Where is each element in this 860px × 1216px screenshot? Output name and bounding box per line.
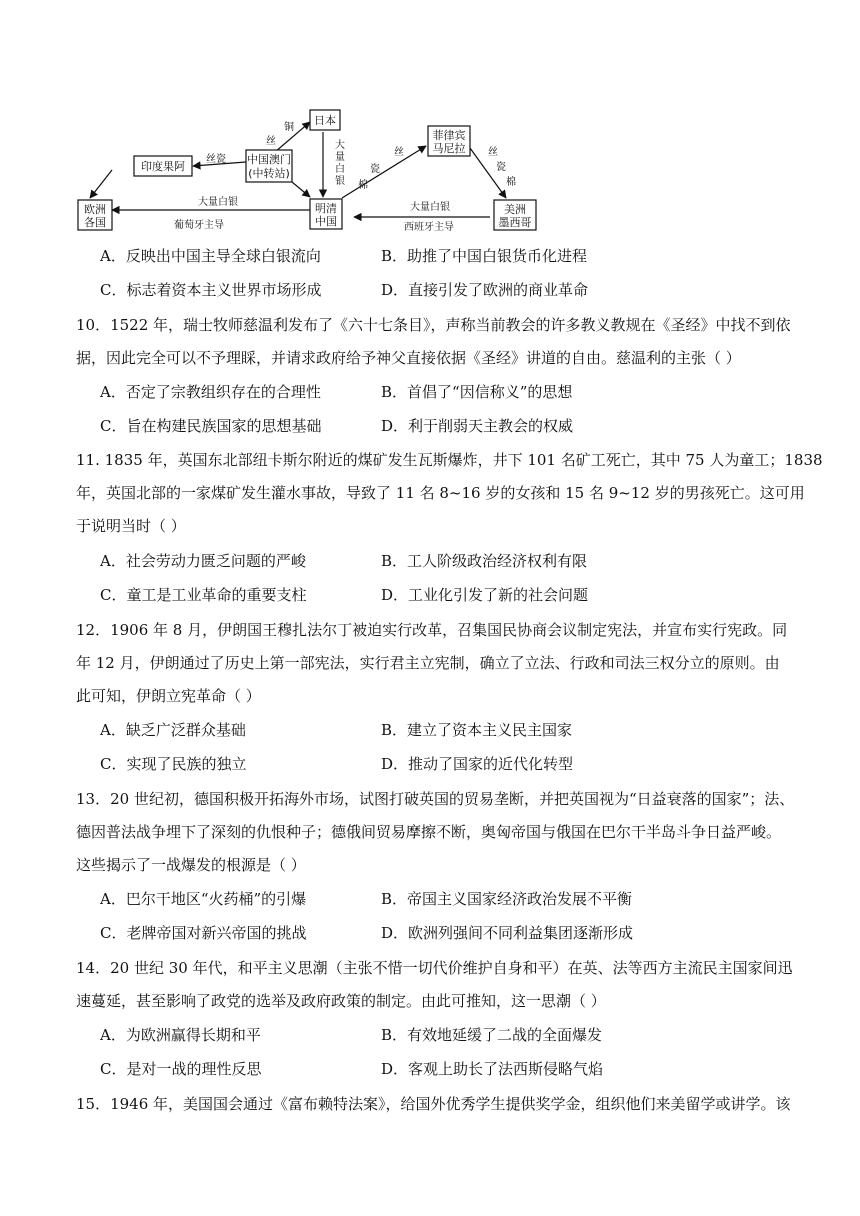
label-china-phil-silk: 丝: [394, 147, 404, 158]
q9-option-c[interactable]: C．标志着资本主义世界市场形成: [100, 281, 322, 299]
q12-option-b[interactable]: B．建立了资本主义民主国家: [381, 721, 573, 739]
q14-stem-line1: 14．20 世纪 30 年代，和平主义思潮（主张不惜一切代价维护自身和平）在英、法等西方主流民主国家间迅: [76, 959, 793, 977]
q11-stem-line2: 年，英国北部的一家煤矿发生灌水事故，导致了 11 名 8~16 岁的女孩和 15 名 9~12 岁的男孩死亡。这可用: [76, 484, 805, 502]
label-silk-porcelain-west: 丝瓷: [206, 154, 226, 165]
q14-option-d[interactable]: D．客观上助长了法西斯侵略气焰: [381, 1060, 604, 1078]
node-philippines: [428, 126, 470, 156]
q10-option-d[interactable]: D．利于削弱天主教会的权威: [381, 417, 574, 435]
q12-stem-line3: 此可知，伊朗立宪革命（ ）: [76, 687, 261, 705]
q10-option-a[interactable]: A．否定了宗教组织存在的合理性: [100, 383, 321, 401]
node-philippines-line1: 菲律宾: [432, 129, 466, 142]
node-macau: [246, 150, 292, 182]
label-silver-to-europe: 大量白银: [198, 197, 238, 208]
node-macau-line2: (中转站): [248, 167, 290, 180]
q13-stem-line1: 13．20 世纪初，德国积极开拓海外市场，试图打破英国的贸易垄断，并把英国视为“日益衰落的国家”；法、: [76, 790, 795, 808]
q10-option-b[interactable]: B．首倡了“因信称义”的思想: [381, 383, 573, 401]
q9-option-a[interactable]: A．反映出中国主导全球白银流向: [100, 247, 321, 265]
q11-stem-line1: 11. 1835 年，英国东北部纽卡斯尔附近的煤矿发生瓦斯爆炸，井下 101 名矿工死亡，其中 75 人为童工；1838: [76, 451, 823, 469]
node-europe-line1: 欧洲: [84, 203, 106, 216]
q10-stem-line1: 10．1522 年，瑞士牧师慈温利发布了《六十七条目》，声称当前教会的许多教义教规在《圣经》中找不到依: [76, 316, 791, 334]
q12-option-a[interactable]: A．缺乏广泛群众基础: [100, 721, 246, 739]
q13-option-a[interactable]: A．巴尔干地区“火药桶”的引爆: [100, 890, 307, 908]
node-mexico: [494, 200, 536, 230]
label-japan-silver-4: 银: [335, 176, 345, 187]
node-macau-line1: 中国澳门: [247, 153, 291, 166]
q9-option-d[interactable]: D．直接引发了欧洲的商业革命: [381, 281, 589, 299]
node-europe-line2: 各国: [84, 216, 106, 229]
node-japan: [310, 110, 340, 130]
node-ming-qing-china: [310, 199, 342, 229]
node-philippines-line2: 马尼拉: [432, 142, 466, 155]
label-japan-silver-1: 大: [335, 140, 345, 151]
label-japan-silver-2: 量: [335, 152, 345, 163]
q11-option-d[interactable]: D．工业化引发了新的社会问题: [381, 586, 589, 604]
q14-stem-line2: 速蔓延，甚至影响了政党的选举及政府政策的制定。由此可推知，这一思潮（ ）: [76, 992, 606, 1010]
node-china-line1: 明清: [315, 202, 337, 215]
label-copper: 铜: [284, 122, 294, 133]
node-china-line2: 中国: [315, 215, 337, 228]
q12-stem-line2: 年 12 月，伊朗通过了历史上第一部宪法，实行君主立宪制，确立了立法、行政和司法三权分立的原则。由: [76, 654, 780, 672]
node-europe: [78, 200, 112, 230]
arrow-india-to-europe: [90, 170, 112, 198]
label-japan-silver-3: 白: [335, 164, 345, 175]
label-spain-led: 西班牙主导: [404, 222, 454, 233]
q14-option-c[interactable]: C．是对一战的理性反思: [100, 1060, 262, 1078]
arrow-china-to-philippines: [342, 146, 426, 198]
q13-option-d[interactable]: D．欧洲列强间不同利益集团逐渐形成: [381, 924, 634, 942]
q11-option-c[interactable]: C．童工是工业革命的重要支柱: [100, 586, 307, 604]
q14-option-a[interactable]: A．为欧洲赢得长期和平: [100, 1026, 261, 1044]
label-silk-to-japan: 丝: [266, 136, 276, 147]
trade-route-diagram: [70, 100, 590, 240]
label-phil-mex-cotton: 棉: [506, 177, 516, 188]
q13-stem-line3: 这些揭示了一战爆发的根源是（ ）: [76, 856, 306, 874]
q15-stem-line1: 15．1946 年，美国国会通过《富布赖特法案》，给国外优秀学生提供奖学金，组织他们来美留学或讲学。该: [76, 1095, 791, 1113]
q12-stem-line1: 12．1906 年 8 月，伊朗国王穆扎法尔丁被迫实行改革，召集国民协商会议制定宪法，并宣布实行宪政。同: [76, 621, 788, 639]
label-silver-from-america: 大量白银: [410, 202, 450, 213]
q12-option-c[interactable]: C．实现了民族的独立: [100, 755, 247, 773]
arrow-macau-to-china: [292, 182, 310, 197]
label-china-phil-porcelain: 瓷: [370, 164, 380, 175]
label-phil-mex-porcelain: 瓷: [496, 162, 506, 173]
q12-option-d[interactable]: D．推动了国家的近代化转型: [381, 755, 574, 773]
q10-stem-line2: 据，因此完全可以不予理睬，并请求政府给予神父直接依据《圣经》讲道的自由。慈温利的主张（ ）: [76, 349, 741, 367]
q11-option-b[interactable]: B．工人阶级政治经济权利有限: [381, 552, 588, 570]
q11-stem-line3: 于说明当时（ ）: [76, 517, 186, 535]
q14-option-b[interactable]: B．有效地延缓了二战的全面爆发: [381, 1026, 603, 1044]
node-japan-label: 日本: [314, 114, 336, 127]
q9-option-b[interactable]: B．助推了中国白银货币化进程: [381, 247, 588, 265]
label-portugal-led: 葡萄牙主导: [174, 220, 224, 231]
node-mexico-line2: 墨西哥: [498, 216, 532, 229]
label-phil-mex-silk: 丝: [488, 147, 498, 158]
q10-option-c[interactable]: C．旨在构建民族国家的思想基础: [100, 417, 322, 435]
node-india-goa: [134, 156, 192, 176]
node-mexico-line1: 美洲: [504, 203, 526, 216]
label-china-phil-cotton: 棉: [358, 180, 368, 191]
q13-option-b[interactable]: B．帝国主义国家经济政治发展不平衡: [381, 890, 633, 908]
q13-stem-line2: 德因普法战争埋下了深刻的仇恨种子；德俄间贸易摩擦不断，奥匈帝国与俄国在巴尔干半岛斗争日益严峻。: [76, 823, 782, 841]
node-india-label: 印度果阿: [141, 160, 185, 173]
q11-option-a[interactable]: A．社会劳动力匮乏问题的严峻: [100, 552, 306, 570]
q13-option-c[interactable]: C．老牌帝国对新兴帝国的挑战: [100, 924, 307, 942]
